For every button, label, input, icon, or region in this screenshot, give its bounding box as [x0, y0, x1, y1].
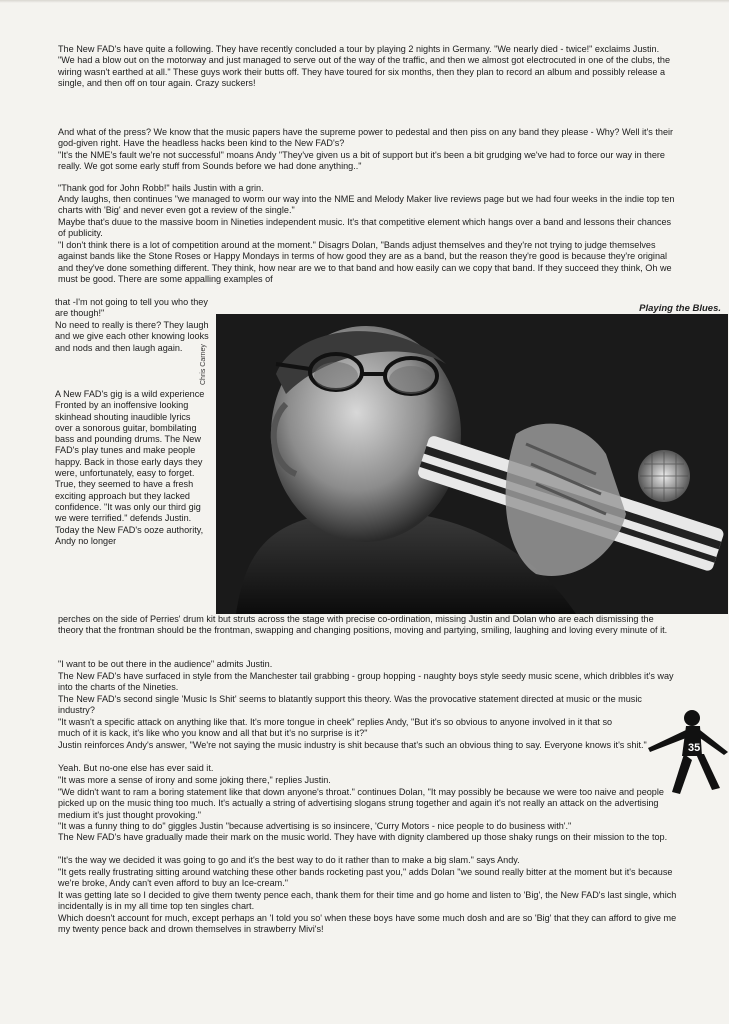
dancing-figure-icon	[642, 708, 729, 796]
narrow-paragraph-gig: A New FAD's gig is a wild experience Fronted by an inoffensive looking skinhead shouting inaudible lyrics over a sonorous guitar, bombilating bass and pounding drums. The New FAD's play tunes and make people happy. Back in those early days they were, unfortunately, easy to forget. True, they seemed to have a fresh exciting approach but they lacked confidence. "It was only our third gig we were terrified." defends Justin. Today the New FAD's ooze authority, Andy no longer	[55, 389, 205, 546]
paragraph-john-robb: "Thank god for John Robb!" hails Justin with a grin.	[58, 183, 264, 193]
narrow-paragraph-knowing-looks: No need to really is there? They laugh and we give each other knowing looks and nods and then laugh again.	[55, 320, 209, 353]
paragraph-tongue-in-cheek: "It wasn't a specific attack on anything like that. It's more tongue in cheek" replies Andy, "But it's so obvious to anyone involved in it that so much of it is kack, it's like who you know and all that but it's no surprise is it?"	[58, 717, 613, 739]
paragraph-andy-laughs: Andy laughs, then continues "we managed to worm our way into the NME and Melody Maker live reviews page but we had four weeks in the indie top ten charts with 'Big' and never even got a review of the single."	[58, 194, 675, 216]
page-number: 35	[688, 742, 701, 754]
paragraph-twenty-pence: It was getting late so I decided to give them twenty pence each, thank them for their time and go home and listen to 'Big', the New FAD's last single, which incidentally is in my all time top ten singles chart.	[58, 890, 677, 912]
paragraph-press: And what of the press? We know that the music papers have the supreme power to pedestal and then piss on any band they please - Why? Well it's their god-given right. Have the headless hacks been kind to the New FAD's?	[58, 127, 674, 149]
paragraph-perches: perches on the side of Perries' drum kit but struts across the stage with precise co-ordination, missing Justin and Dolan who are each dismissing the theory that the frontman should be the frontman, swapping and changing positions, moving and partying, smiling, laughing and loving every minute of it.	[58, 614, 668, 636]
paragraph-gradually: The New FAD's have gradually made their mark on the music world. They have with dignity clambered up those shaky rungs on their mission to the top.	[58, 832, 668, 842]
paragraph-frustrating: "It gets really frustrating sitting around watching these other bands rocketing past you," adds Dolan "we sound really bitter at the moment but it's because we're broke, Andy can't even afford to buy an Ice-cream."	[58, 867, 673, 889]
photo-credit: Chris Carney	[200, 344, 207, 385]
paragraph-best-way: "It's the way we decided it was going to go and it's the best way to do it rather than to make a big slam." says Andy.	[58, 855, 520, 865]
paragraph-nme-quote: "It's the NME's fault we're not successful" moans Andy "They've given us a bit of support but it's been a bit grudging we've had to force our way in there really. We got some early stuff from Sounds before we had done anything.."	[58, 150, 665, 172]
paragraph-no-one-else: Yeah. But no-one else has ever said it.	[58, 763, 214, 773]
paragraph-audience: "I want to be out there in the audience" admits Justin.	[58, 659, 273, 669]
paragraph-manchester: The New FAD's have surfaced in style from the Manchester tail grabbing - group hopping - naughty boys style seedy music scene, which dribbles it's way into the charts of the Nineties.	[58, 671, 674, 693]
musician-playing-harmonica-illustration	[216, 314, 728, 614]
paragraph-closing: Which doesn't account for much, except perhaps an 'I told you so' when these boys have some much dosh and are so 'Big' that they can afford to give me my twenty pence back and drown themselves in strawberry Mivi's!	[58, 913, 677, 935]
paragraph-reinforces: Justin reinforces Andy's answer, "We're not saying the music industry is shit because that's such an obvious thing to say. Everyone knows it's shit."	[58, 740, 647, 750]
paragraph-second-single: The New FAD's second single 'Music Is Shit' seems to blatantly support this theory. Was the provocative statement directed at music or the music industry?	[58, 694, 642, 716]
paragraph-competition: "I don't think there is a lot of competition around at the moment." Disagrs Dolan, "Bands adjust themselves and they're not trying to judge themselves against bands like the Stone Roses or Happy Mondays in terms of how good they are as a band, but the reason they're good is because they're original and they've done something different. They think, how near are we to that band and how easily can we copy that band. If they succeed they think, Oh we must be good. There are some appalling examples of	[58, 240, 672, 284]
paragraph-irony: "It was more a sense of irony and some joking there," replies Justin.	[58, 775, 331, 785]
photo-caption: Playing the Blues.	[639, 303, 721, 314]
paragraph-boring-statement: "We didn't want to ram a boring statement like that down anyone's throat." continues Dolan, "It may possibly be because we were too naive and people picked up on the music thing too much. It's actually a string of advertising slogans strung together and again it's not really an attack on the advertising medium it's just thought provoking."	[58, 787, 664, 820]
paragraph-nineties-boom: Maybe that's duue to the massive boom in Nineties independent music. It's that competitive element which hangs over a band and lessons their chances of publicity.	[58, 217, 672, 239]
paragraph-intro: The New FAD's have quite a following. They have recently concluded a tour by playing 2 nights in Germany. "We nearly died - twice!" exclaims Justin. "We had a blow out on the motorway and just managed to serve out of the way of the traffic, and then we almost got electrocuted in one of the clubs, the wiring wasn't earthed at all." These guys work their butts off. They have toured for six months, then they plan to record an album and possibly release a single, and then off on tour again. Crazy suckers!	[58, 44, 671, 88]
band-photo	[216, 314, 728, 614]
narrow-paragraph-not-telling: that -I'm not going to tell you who they are though!"	[55, 297, 208, 319]
page-edge	[0, 0, 729, 3]
paragraph-funny-thing: "It was a funny thing to do" giggles Justin "because advertising is so insincere, 'Curry Motors - nice people to do business with'."	[58, 821, 572, 831]
